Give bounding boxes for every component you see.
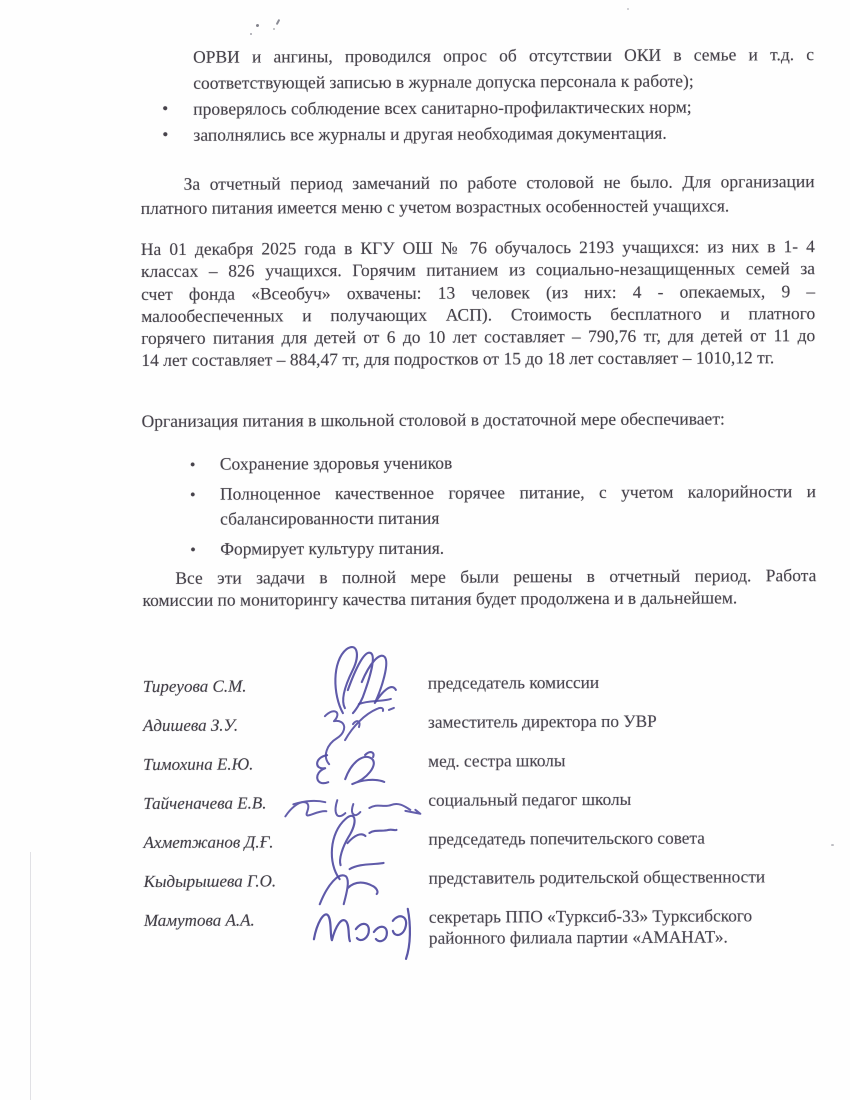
signature-row (143, 704, 817, 746)
signature-ink-icon (296, 862, 429, 863)
text-line: соответствующей записью в журнале допуска персонала к работе); (193, 70, 694, 93)
list-item (140, 93, 814, 122)
signer-title: социальный педагог школы (428, 789, 632, 810)
text-line: ОРВИ и ангины, проводился опрос об отсутствии ОКИ в семье и т.д. с (193, 44, 815, 67)
list-item (142, 534, 816, 562)
text-line: 14 лет составляет – 884,47 тг, для подростков от 15 до 18 лет составляет – 1010,12 тг. (141, 347, 775, 371)
list-item-text: сбалансированности питания (220, 507, 440, 529)
text-line: комиссии по мониторингу качества питания будет продолжена и в дальнейшем. (142, 587, 738, 611)
list-item-text: • Сохранение здоровья учеников (219, 452, 453, 474)
signer-title: заместитель директора по УВР (427, 711, 657, 732)
text-line: За отчетный период замечаний по работе столовой не было. Для организации (183, 171, 815, 194)
signer-name: Адишева З.У. (142, 715, 239, 735)
bullet-list-provides (142, 449, 816, 562)
signature-row (143, 665, 817, 707)
signature-row (143, 821, 817, 863)
list-item-text: • Формирует культуру питания. (220, 537, 445, 559)
signer-title (429, 899, 818, 949)
signer-title: председатедь попечительского совета (428, 828, 705, 849)
paragraph-report-period (141, 169, 815, 220)
signature-row (144, 860, 818, 902)
text-line: счет фонда «Всеобуч» охвачены: 13 человек (из них: 4 - опекаемых, 9 – (141, 280, 816, 304)
list-item (142, 449, 816, 477)
ink-speck (273, 28, 275, 30)
signer-name: Мамутова А.А. (143, 910, 255, 930)
signature-ink-icon (295, 667, 428, 668)
signer-name: Тимохина Е.Ю. (143, 754, 254, 774)
signer-title: представитель родительской общественности (428, 867, 766, 888)
text-line: Все эти задачи в полной мере были решены в отчетный период. Работа (175, 564, 817, 588)
signature-ink-icon (296, 901, 429, 902)
signature-row (143, 743, 817, 785)
ink-speck (276, 19, 281, 25)
signer-title-line: секретарь ППО «Турксиб-33» Турксибского (428, 906, 753, 927)
paragraph-closing (142, 564, 816, 612)
signature-row (143, 782, 817, 824)
ink-speck (256, 24, 260, 28)
list-item (142, 479, 816, 532)
signature-row (144, 899, 818, 962)
ink-speck (250, 33, 252, 35)
signature-ink-icon (295, 823, 428, 824)
ink-speck (627, 8, 629, 10)
text-line: горячего питания для детей от 6 до 10 лет составляет – 790,76 тг, для детей от 11 до (141, 325, 816, 349)
signature-block (143, 665, 818, 962)
signature-ink-icon (295, 706, 428, 707)
scan-edge-line (30, 852, 31, 1100)
signer-title: мед. сестра школы (428, 750, 566, 771)
signature-ink-icon (295, 784, 428, 785)
text-line: малообеспеченных и получающих АСП). Стоимость бесплатного и платного (141, 302, 816, 326)
bullet-list-checks (140, 93, 814, 148)
list-item (140, 119, 814, 148)
list-item-text: • Полноценное качественное горячее питание, с учетом калорийности и (219, 480, 816, 504)
text-line: платного питания имеется меню с учетом возрастных особенностей учащихся. (140, 195, 730, 218)
signer-title-line: районного филиала партии «АМАНАТ». (428, 927, 728, 948)
paragraph-continuation (193, 41, 814, 96)
signer-name: Кыдырышева Г.О. (143, 871, 277, 891)
signer-title: председатель комиссии (427, 672, 600, 693)
paragraph-organization (142, 407, 816, 432)
signature-ink-icon (295, 745, 428, 746)
document-body (140, 41, 818, 962)
signer-name: Тиреуова С.М. (142, 676, 247, 696)
paragraph-statistics (141, 235, 816, 372)
signer-name: Тайченачева Е.В. (143, 793, 267, 813)
list-item-text: заполнялись все журналы и другая необходимая документация. (193, 122, 667, 145)
list-item-text: проверялось соблюдение всех санитарно-профилактических норм; (193, 96, 692, 119)
text-line: классах – 826 учащихся. Горячим питанием из социально-незащищенных семей за (140, 258, 816, 282)
signer-name: Ахметжанов Д.Ғ. (143, 832, 274, 852)
ink-speck (831, 844, 834, 846)
text-line: Организация питания в школьной столовой в достаточной мере обеспечивает: (141, 408, 725, 431)
text-line: На 01 декабря 2025 года в КГУ ОШ № 76 обучалось 2193 учащихся: из них в 1- 4 (140, 236, 815, 259)
